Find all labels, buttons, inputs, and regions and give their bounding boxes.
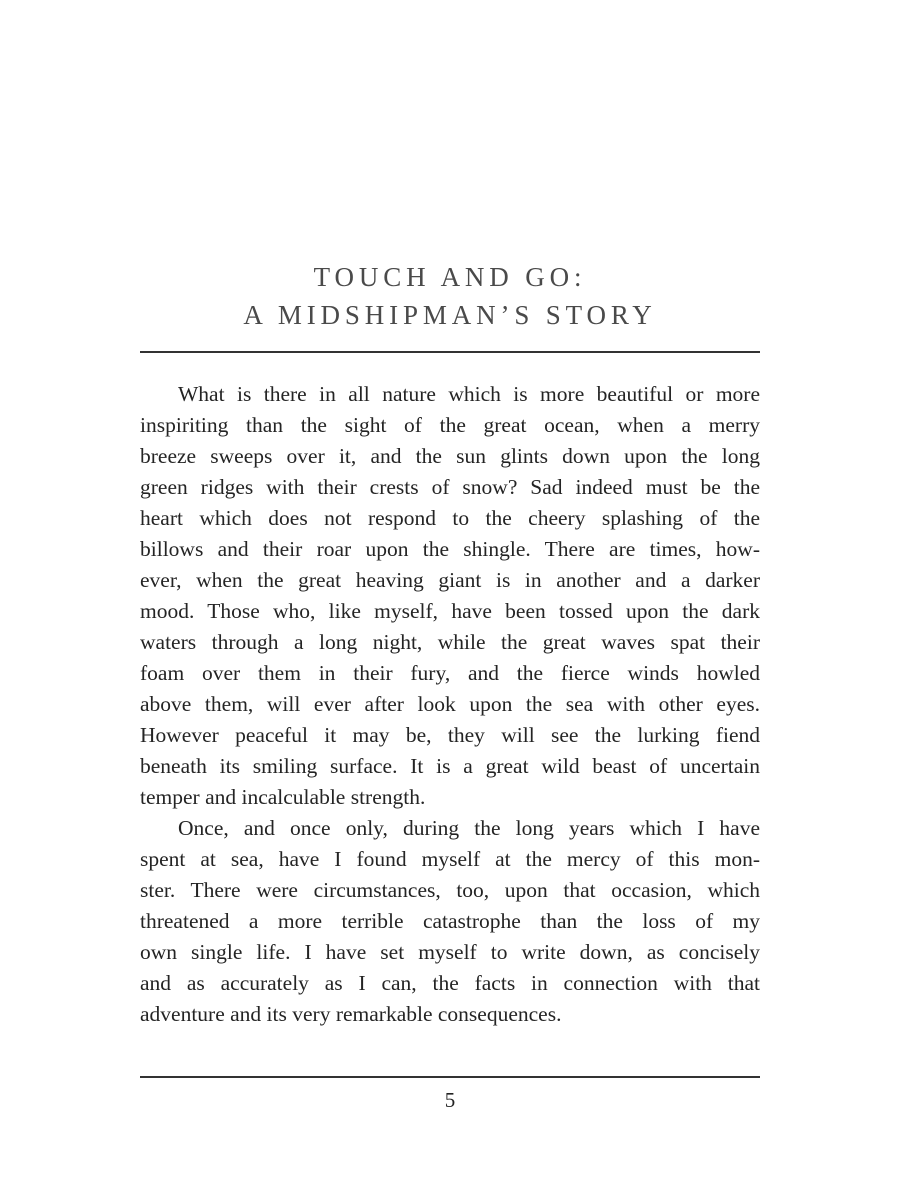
text-line: waters through a long night, while the great waves spat their [140, 630, 760, 654]
text-line: ster. There were circumstances, too, upon that occasion, which [140, 878, 760, 902]
text-line: foam over them in their fury, and the fierce winds howled [140, 661, 760, 685]
text-line: Once, and once only, during the long years which I have [178, 816, 760, 840]
chapter-title-line-2: A MIDSHIPMAN’S STORY [243, 300, 657, 330]
text-line: beneath its smiling surface. It is a great wild beast of uncertain [140, 754, 760, 778]
text-line: What is there in all nature which is more beautiful or more [178, 382, 760, 406]
footer-divider [140, 1076, 760, 1078]
text-line: above them, will ever after look upon the sea with other eyes. [140, 692, 760, 716]
chapter-title-line-1: TOUCH AND GO: [313, 262, 587, 292]
text-line: However peaceful it may be, they will see the lurking fiend [140, 723, 760, 747]
paragraph [140, 813, 760, 1030]
body-text [140, 379, 760, 1030]
text-line: own single life. I have set myself to write down, as concisely [140, 940, 760, 964]
text-line: mood. Those who, like myself, have been tossed upon the dark [140, 599, 760, 623]
text-line: billows and their roar upon the shingle. There are times, how- [140, 537, 760, 561]
chapter-title [140, 258, 760, 334]
page-content [140, 258, 760, 1113]
text-line: ever, when the great heaving giant is in another and a darker [140, 568, 760, 592]
text-line: spent at sea, have I found myself at the mercy of this mon- [140, 847, 760, 871]
page-number: 5 [444, 1088, 456, 1112]
text-line: temper and incalculable strength. [140, 785, 426, 809]
text-line: and as accurately as I can, the facts in connection with that [140, 971, 760, 995]
text-line: green ridges with their crests of snow? Sad indeed must be the [140, 475, 760, 499]
text-line: inspiriting than the sight of the great ocean, when a merry [140, 413, 760, 437]
text-line: adventure and its very remarkable consequences. [140, 1002, 562, 1026]
paragraph [140, 379, 760, 813]
text-line: breeze sweeps over it, and the sun glints down upon the long [140, 444, 760, 468]
text-line: threatened a more terrible catastrophe than the loss of my [140, 909, 760, 933]
text-line: heart which does not respond to the cheery splashing of the [140, 506, 760, 530]
title-divider [140, 351, 760, 353]
